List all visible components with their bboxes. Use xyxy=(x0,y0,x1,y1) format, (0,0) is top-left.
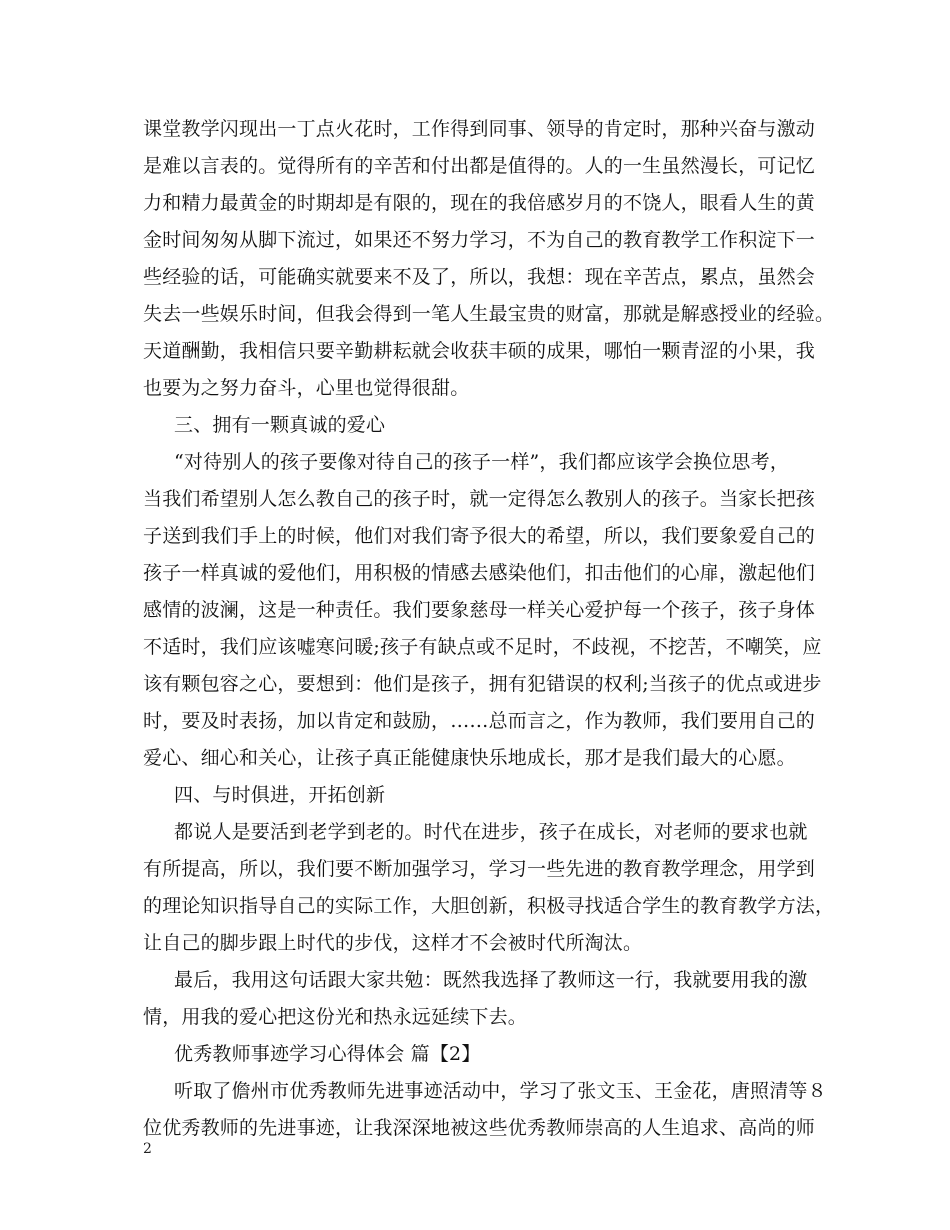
paragraph-line: 位优秀教师的先进事迹，让我深深地被这些优秀教师崇高的人生追求、高尚的师 xyxy=(143,1117,816,1139)
paragraph-line: 些经验的话，可能确实就要来不及了，所以，我想：现在辛苦点，累点，虽然会 xyxy=(143,266,816,288)
paragraph-line: 孩子一样真诚的爱他们，用积极的情感去感染他们，扣击他们的心扉，激起他们 xyxy=(143,562,816,584)
paragraph-line: 力和精力最黄金的时期却是有限的，现在的我倍感岁月的不饶人，眼看人生的黄 xyxy=(143,192,816,214)
paragraph-line: 天道酬勤，我相信只要辛勤耕耘就会收获丰硕的成果，哪怕一颗青涩的小果，我 xyxy=(143,340,816,362)
paragraph-line: 的理论知识指导自己的实际工作，大胆创新，积极寻找适合学生的教育教学方法， xyxy=(143,895,835,917)
paragraph-line: 都说人是要活到老学到老的。时代在进步，孩子在成长，对老师的要求也就 xyxy=(174,821,808,843)
paragraph-line: 课堂教学闪现出一丁点火花时，工作得到同事、领导的肯定时，那种兴奋与激动 xyxy=(143,118,816,140)
paragraph-line: 爱心、细心和关心，让孩子真正能健康快乐地成长，那才是我们最大的心愿。 xyxy=(143,747,796,769)
paragraph-line: 听取了儋州市优秀教师先进事迹活动中，学习了张文玉、王金花，唐照清等８ xyxy=(174,1080,827,1102)
page-number: 2 xyxy=(143,1141,152,1157)
paragraph-line: 该有颗包容之心，要想到：他们是孩子，拥有犯错误的权利;当孩子的优点或进步 xyxy=(143,673,822,695)
section-heading: 三、拥有一颗真诚的爱心 xyxy=(174,414,386,436)
paragraph-line: 感情的波澜，这是一种责任。我们要象慈母一样关心爱护每一个孩子，孩子身体 xyxy=(143,599,816,621)
paragraph-line: 时，要及时表扬，加以肯定和鼓励，……总而言之，作为教师，我们要用自己的 xyxy=(143,710,816,732)
paragraph-line: 当我们希望别人怎么教自己的孩子时，就一定得怎么教别人的孩子。当家长把孩 xyxy=(143,488,816,510)
paragraph-line: 有所提高，所以，我们要不断加强学习，学习一些先进的教育教学理念，用学到 xyxy=(143,858,816,880)
article-title: 优秀教师事迹学习心得体会 篇【2】 xyxy=(174,1043,481,1065)
paragraph-line: 让自己的脚步跟上时代的步伐，这样才不会被时代所淘汰。 xyxy=(143,932,643,954)
paragraph-line: 金时间匆匆从脚下流过，如果还不努力学习，不为自己的教育教学工作积淀下一 xyxy=(143,229,816,251)
section-heading: 四、与时俱进，开拓创新 xyxy=(174,784,386,806)
paragraph-line: 情，用我的爱心把这份光和热永远延续下去。 xyxy=(143,1006,528,1028)
paragraph-line: “对待别人的孩子要像对待自己的孩子一样”，我们都应该学会换位思考， xyxy=(174,451,790,473)
paragraph-line: 是难以言表的。觉得所有的辛苦和付出都是值得的。人的一生虽然漫长，可记忆 xyxy=(143,155,816,177)
paragraph-line: 也要为之努力奋斗，心里也觉得很甜。 xyxy=(143,377,470,399)
paragraph-line: 子送到我们手上的时候，他们对我们寄予很大的希望，所以，我们要象爱自己的 xyxy=(143,525,816,547)
paragraph-line: 失去一些娱乐时间，但我会得到一笔人生最宝贵的财富，那就是解惑授业的经验。 xyxy=(143,303,835,325)
paragraph-line: 最后，我用这句话跟大家共勉：既然我选择了教师这一行，我就要用我的激 xyxy=(174,969,808,991)
paragraph-line: 不适时，我们应该嘘寒问暖;孩子有缺点或不足时，不歧视，不挖苦，不嘲笑，应 xyxy=(143,636,822,658)
